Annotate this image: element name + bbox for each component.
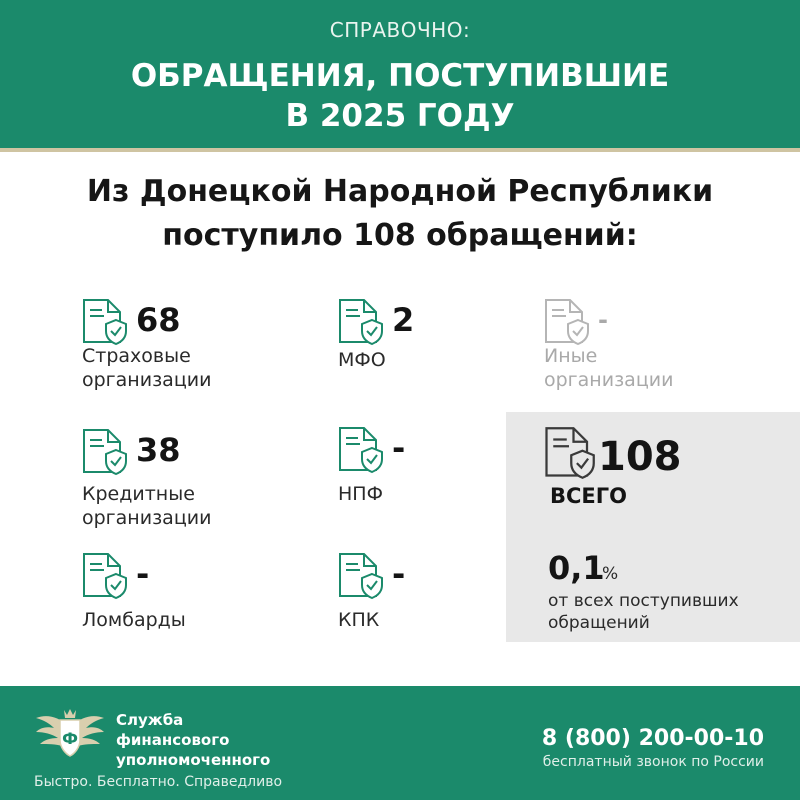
stat-label-line1: НПФ [338, 483, 383, 505]
header-eyebrow: СПРАВОЧНО: [329, 18, 471, 42]
stat-label [82, 344, 211, 392]
percent-sign: % [602, 564, 619, 584]
document-shield-check-icon [80, 552, 128, 600]
organization-name-line1: Служба [116, 711, 184, 729]
stat-label-line2: организации [544, 369, 674, 391]
header-banner [0, 0, 800, 148]
page-title-line1: ОБРАЩЕНИЯ, ПОСТУПИВШИЕ [130, 58, 670, 94]
financial-ombudsman-logo [34, 706, 106, 762]
stat-label-line1: КПК [338, 609, 380, 631]
stat-value: 68 [136, 301, 181, 339]
organization-name [116, 710, 270, 770]
percent-description-line1: от всех поступивших [548, 591, 739, 611]
document-shield-check-icon [336, 426, 384, 474]
stat-label-line1: МФО [338, 349, 386, 371]
slogan: Быстро. Бесплатно. Справедливо [34, 774, 283, 790]
total-value: 108 [598, 434, 682, 480]
document-shield-check-icon [336, 298, 384, 346]
document-shield-check-icon [542, 426, 596, 480]
svg-text:Ф: Ф [62, 729, 78, 748]
hotline-phone[interactable]: 8 (800) 200-00-10 [541, 726, 764, 751]
stat-value: - [598, 306, 608, 334]
subtitle [0, 170, 800, 258]
hotline-note: бесплатный звонок по России [542, 754, 764, 770]
stat-label-line2: организации [82, 369, 212, 391]
stat-value: - [392, 429, 406, 467]
subtitle-line1: Из Донецкой Народной Республики [86, 174, 714, 209]
document-shield-check-icon [80, 298, 128, 346]
percent-value: 0,1 [548, 549, 605, 587]
stat-label [82, 608, 186, 632]
subtitle-line2: поступило 108 обращений: [162, 218, 638, 253]
stat-label-line1: Страховые [82, 345, 191, 367]
stat-label-line1: Ломбарды [82, 609, 186, 631]
organization-name-line3: уполномоченного [116, 751, 271, 769]
stat-value: 38 [136, 431, 181, 469]
stat-label [544, 344, 673, 392]
document-shield-check-icon [80, 428, 128, 476]
stat-label-line1: Иные [544, 345, 598, 367]
stat-label [338, 348, 386, 372]
stat-label [338, 482, 383, 506]
stat-label [338, 608, 379, 632]
header-divider [0, 148, 800, 152]
stat-value: 2 [392, 301, 415, 339]
stat-label-line1: Кредитные [82, 483, 195, 505]
stat-value: - [392, 555, 406, 593]
total-label: ВСЕГО [550, 484, 627, 508]
stat-value: - [136, 555, 150, 593]
percent-description-line2: обращений [548, 613, 650, 633]
stat-label-line2: организации [82, 507, 212, 529]
organization-name-line2: финансового [116, 731, 230, 749]
percent-description [548, 590, 788, 634]
footer [0, 686, 800, 800]
page-title [0, 56, 800, 136]
document-shield-check-icon [336, 552, 384, 600]
total-panel [506, 412, 800, 642]
document-shield-check-icon [542, 298, 590, 346]
page-title-line2: В 2025 ГОДУ [285, 98, 515, 134]
stat-label [82, 482, 211, 530]
